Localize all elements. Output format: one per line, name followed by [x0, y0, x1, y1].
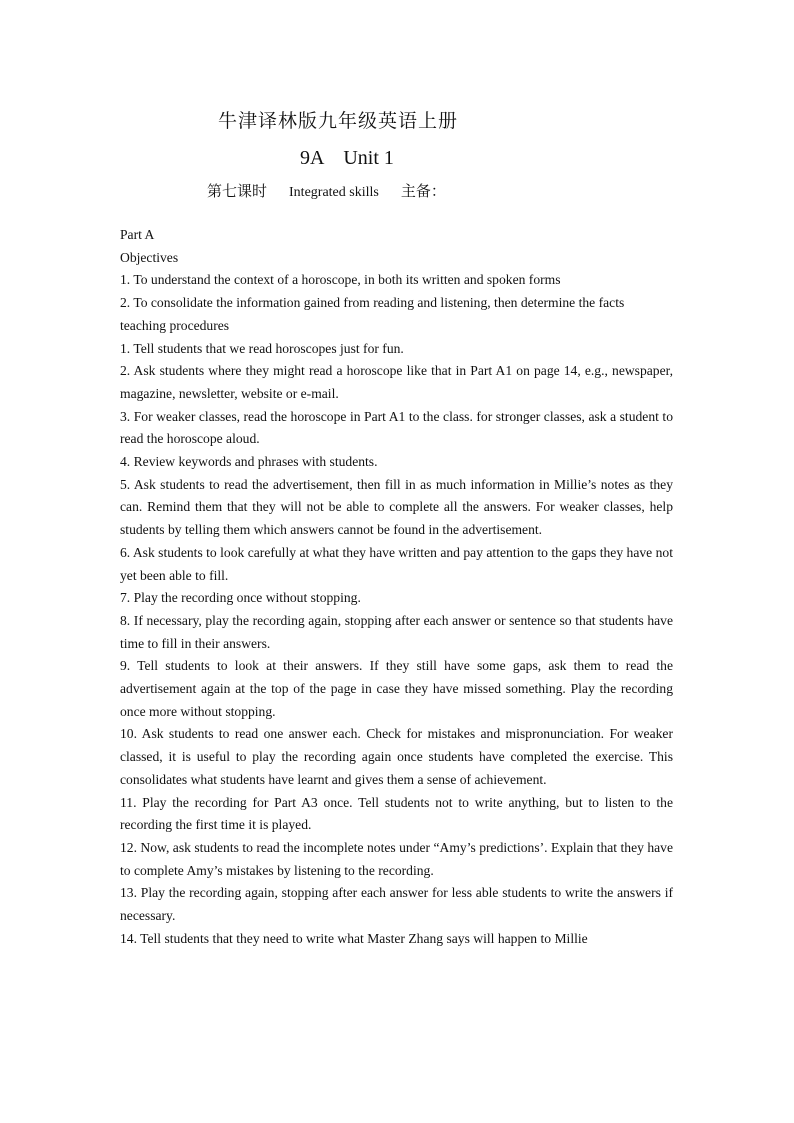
lesson-line [207, 180, 446, 201]
document-body [120, 224, 673, 951]
procedure-item: 5. Ask students to read the advertisement, then fill in as much information in Millie’s notes as they can. Remind them that they will not be able to complete all the answers. For weaker classes, help students by telling them which answers cannot be found in the advertisement. [120, 476, 673, 538]
lesson-topic: Integrated skills [289, 185, 379, 200]
procedures-heading: teaching procedures [120, 317, 230, 333]
procedure-item: 12. Now, ask students to read the incomplete notes under “Amy’s predictions’. Explain that they have to complete Amy’s mistakes by listening to the recording. [120, 839, 673, 878]
objectives-heading: Objectives [120, 249, 179, 265]
procedure-item: 7. Play the recording once without stopping. [120, 590, 361, 606]
procedure-item: 9. Tell students to look at their answers. If they still have some gaps, ask them to read the advertisement again at the top of the page in case they have missed something. Play the recording once more without stopping. [120, 658, 673, 719]
lesson-number: 第七课时 [207, 184, 268, 200]
procedure-item: 1. Tell students that we read horoscopes just for fun. [120, 340, 404, 356]
part-heading: Part A [120, 227, 155, 242]
procedure-item: 13. Play the recording again, stopping after each answer for less able students to write the answers if necessary. [120, 885, 673, 924]
procedure-item: 11. Play the recording for Part A3 once. Tell students not to write anything, but to listen to the recording the first time it is played. [120, 794, 673, 833]
procedure-item: 4. Review keywords and phrases with students. [120, 454, 378, 470]
procedure-item: 3. For weaker classes, read the horoscope in Part A1 to the class. for stronger classes, ask a student to read the horoscope aloud. [120, 408, 673, 447]
objective-item: 1. To understand the context of a horoscope, in both its written and spoken forms [120, 272, 561, 288]
procedure-item: 10. Ask students to read one answer each. Check for mistakes and mispronunciation. For weaker classed, it is useful to play the recording again once students have completed the exercise. This consolidates what students have learnt and gives them a sense of achievement. [120, 726, 673, 787]
procedure-item: 6. Ask students to look carefully at what they have written and pay attention to the gaps they have not yet been able to fill. [120, 544, 673, 583]
unit-heading: 9A Unit 1 [300, 147, 394, 169]
preparer-label: 主备： [400, 184, 446, 200]
procedure-item: 8. If necessary, play the recording again, stopping after each answer or sentence so that students have time to fill in their answers. [120, 612, 673, 651]
objective-item: 2. To consolidate the information gained from reading and listening, then determine the facts [120, 295, 625, 311]
document-title: 牛津译林版九年级英语上册 [218, 111, 459, 132]
procedure-item: 2. Ask students where they might read a horoscope like that in Part A1 on page 14, e.g., newspaper, magazine, newsletter, website or e-mail. [120, 363, 673, 401]
procedure-item: 14. Tell students that they need to write what Master Zhang says will happen to Millie [120, 930, 588, 946]
